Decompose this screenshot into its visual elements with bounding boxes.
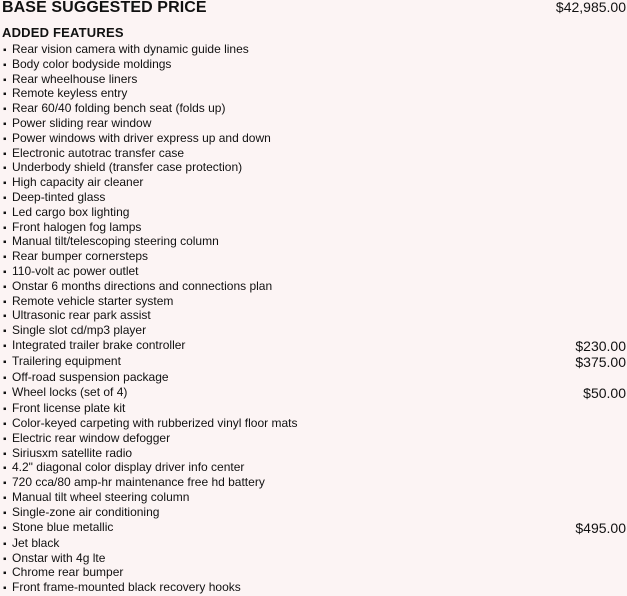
feature-name: Wheel locks (set of 4) — [12, 385, 128, 400]
feature-item — [3, 386, 626, 402]
feature-name: Rear 60/40 folding bench seat (folds up) — [12, 101, 226, 116]
bullet-icon: ▪ — [3, 553, 7, 565]
feature-name: Power windows with driver express up and down — [12, 130, 271, 145]
bullet-icon: ▪ — [3, 478, 7, 490]
feature-name: Rear wheelhouse liners — [12, 71, 138, 86]
feature-name: Body color bodyside moldings — [12, 56, 172, 71]
feature-price: $50.00 — [583, 385, 626, 402]
bullet-icon: ▪ — [3, 568, 7, 580]
feature-name: Trailering equipment — [12, 354, 121, 369]
bullet-icon: ▪ — [3, 507, 7, 519]
feature-name: 4.2" diagonal color display driver info center — [12, 460, 245, 475]
feature-name: Off-road suspension package — [12, 370, 169, 385]
feature-item — [3, 309, 626, 324]
bullet-icon: ▪ — [3, 357, 7, 369]
bullet-icon: ▪ — [3, 296, 7, 308]
feature-name: Front halogen fog lamps — [12, 219, 142, 234]
feature-item — [3, 552, 626, 567]
bullet-icon: ▪ — [3, 148, 7, 160]
feature-name: Chrome rear bumper — [12, 565, 124, 580]
feature-name: High capacity air cleaner — [12, 175, 144, 190]
bullet-icon: ▪ — [3, 237, 7, 249]
feature-item — [3, 432, 626, 447]
feature-price: $230.00 — [575, 337, 626, 354]
feature-item — [3, 191, 626, 206]
bullet-icon: ▪ — [3, 133, 7, 145]
feature-name: Remote keyless entry — [12, 86, 128, 101]
feature-item — [3, 221, 626, 236]
feature-item — [3, 402, 626, 417]
bullet-icon: ▪ — [3, 59, 7, 71]
bullet-icon: ▪ — [3, 373, 7, 385]
feature-name: Rear bumper cornersteps — [12, 249, 149, 264]
bullet-icon: ▪ — [3, 340, 7, 352]
feature-item — [3, 461, 626, 476]
feature-item — [3, 521, 626, 537]
feature-name: 720 cca/80 amp-hr maintenance free hd battery — [12, 475, 265, 490]
feature-name: Jet black — [12, 535, 60, 550]
feature-item — [3, 117, 626, 132]
feature-item — [3, 324, 626, 339]
bullet-icon: ▪ — [3, 419, 7, 431]
bullet-icon: ▪ — [3, 252, 7, 264]
feature-name: Single slot cd/mp3 player — [12, 323, 147, 338]
feature-name: Integrated trailer brake controller — [12, 337, 186, 352]
bullet-icon: ▪ — [3, 433, 7, 445]
feature-price: $495.00 — [575, 519, 626, 536]
feature-item — [3, 250, 626, 265]
feature-name: Color-keyed carpeting with rubberized vinyl floor mats — [12, 416, 298, 431]
bullet-icon: ▪ — [3, 404, 7, 416]
feature-item — [3, 43, 626, 58]
feature-item — [3, 265, 626, 280]
bullet-icon: ▪ — [3, 192, 7, 204]
bullet-icon: ▪ — [3, 45, 7, 56]
bullet-icon: ▪ — [3, 463, 7, 475]
feature-item — [3, 447, 626, 462]
feature-item — [3, 566, 626, 581]
feature-name: Electronic autotrac transfer case — [12, 145, 185, 160]
feature-item — [3, 132, 626, 147]
feature-name: Rear vision camera with dynamic guide lines — [12, 42, 249, 56]
feature-item — [3, 371, 626, 386]
feature-name: Manual tilt wheel steering column — [12, 490, 190, 505]
feature-name: Stone blue metallic — [12, 519, 114, 534]
bullet-icon: ▪ — [3, 74, 7, 86]
feature-name: Siriusxm satellite radio — [12, 445, 133, 460]
feature-name: Onstar with 4g lte — [12, 550, 106, 565]
feature-item — [3, 58, 626, 73]
bullet-icon: ▪ — [3, 163, 7, 175]
feature-name: Underbody shield (transfer case protection) — [12, 160, 243, 175]
bullet-icon: ▪ — [3, 207, 7, 219]
bullet-icon: ▪ — [3, 178, 7, 190]
feature-item — [3, 417, 626, 432]
base-price-row — [2, 0, 627, 17]
feature-item — [3, 206, 626, 221]
feature-item — [3, 491, 626, 506]
bullet-icon: ▪ — [3, 388, 7, 400]
feature-name: 110-volt ac power outlet — [12, 263, 139, 278]
bullet-icon: ▪ — [3, 266, 7, 278]
feature-name: Led cargo box lighting — [12, 204, 130, 219]
bullet-icon: ▪ — [3, 311, 7, 323]
bullet-icon: ▪ — [3, 522, 7, 534]
bullet-icon: ▪ — [3, 118, 7, 130]
bullet-icon: ▪ — [3, 493, 7, 505]
feature-item — [3, 176, 626, 191]
feature-name: Manual tilt/telescoping steering column — [12, 234, 219, 249]
feature-name: Deep-tinted glass — [12, 189, 106, 204]
feature-name: Onstar 6 months directions and connections plan — [12, 278, 273, 293]
feature-name: Front license plate kit — [12, 401, 126, 416]
feature-item — [3, 102, 626, 117]
feature-name: Single-zone air conditioning — [12, 504, 160, 519]
feature-price: $375.00 — [575, 354, 626, 371]
feature-item — [3, 537, 626, 552]
feature-name: Front frame-mounted black recovery hooks — [12, 580, 241, 595]
bullet-icon: ▪ — [3, 222, 7, 234]
bullet-icon: ▪ — [3, 448, 7, 460]
feature-item — [3, 280, 626, 295]
feature-item — [3, 355, 626, 371]
feature-name: Power sliding rear window — [12, 115, 152, 130]
feature-item — [3, 87, 626, 102]
bullet-icon: ▪ — [3, 326, 7, 338]
feature-item — [3, 581, 626, 596]
feature-item — [3, 161, 626, 176]
feature-name: Remote vehicle starter system — [12, 293, 174, 308]
feature-name: Ultrasonic rear park assist — [12, 308, 151, 323]
feature-item — [3, 476, 626, 491]
feature-item — [3, 506, 626, 521]
bullet-icon: ▪ — [3, 583, 7, 595]
base-price-amount: $42,985.00 — [555, 0, 626, 15]
feature-item — [3, 295, 626, 310]
bullet-icon: ▪ — [3, 538, 7, 550]
feature-item — [3, 147, 626, 162]
bullet-icon: ▪ — [3, 89, 7, 101]
feature-item — [3, 339, 626, 355]
feature-name: Electric rear window defogger — [12, 430, 171, 445]
feature-item — [3, 73, 626, 88]
feature-list — [3, 43, 626, 596]
bullet-icon: ▪ — [3, 281, 7, 293]
base-price-label: BASE SUGGESTED PRICE — [2, 0, 207, 16]
added-features-heading: ADDED FEATURES — [2, 25, 124, 40]
bullet-icon: ▪ — [3, 104, 7, 116]
feature-item — [3, 235, 626, 250]
